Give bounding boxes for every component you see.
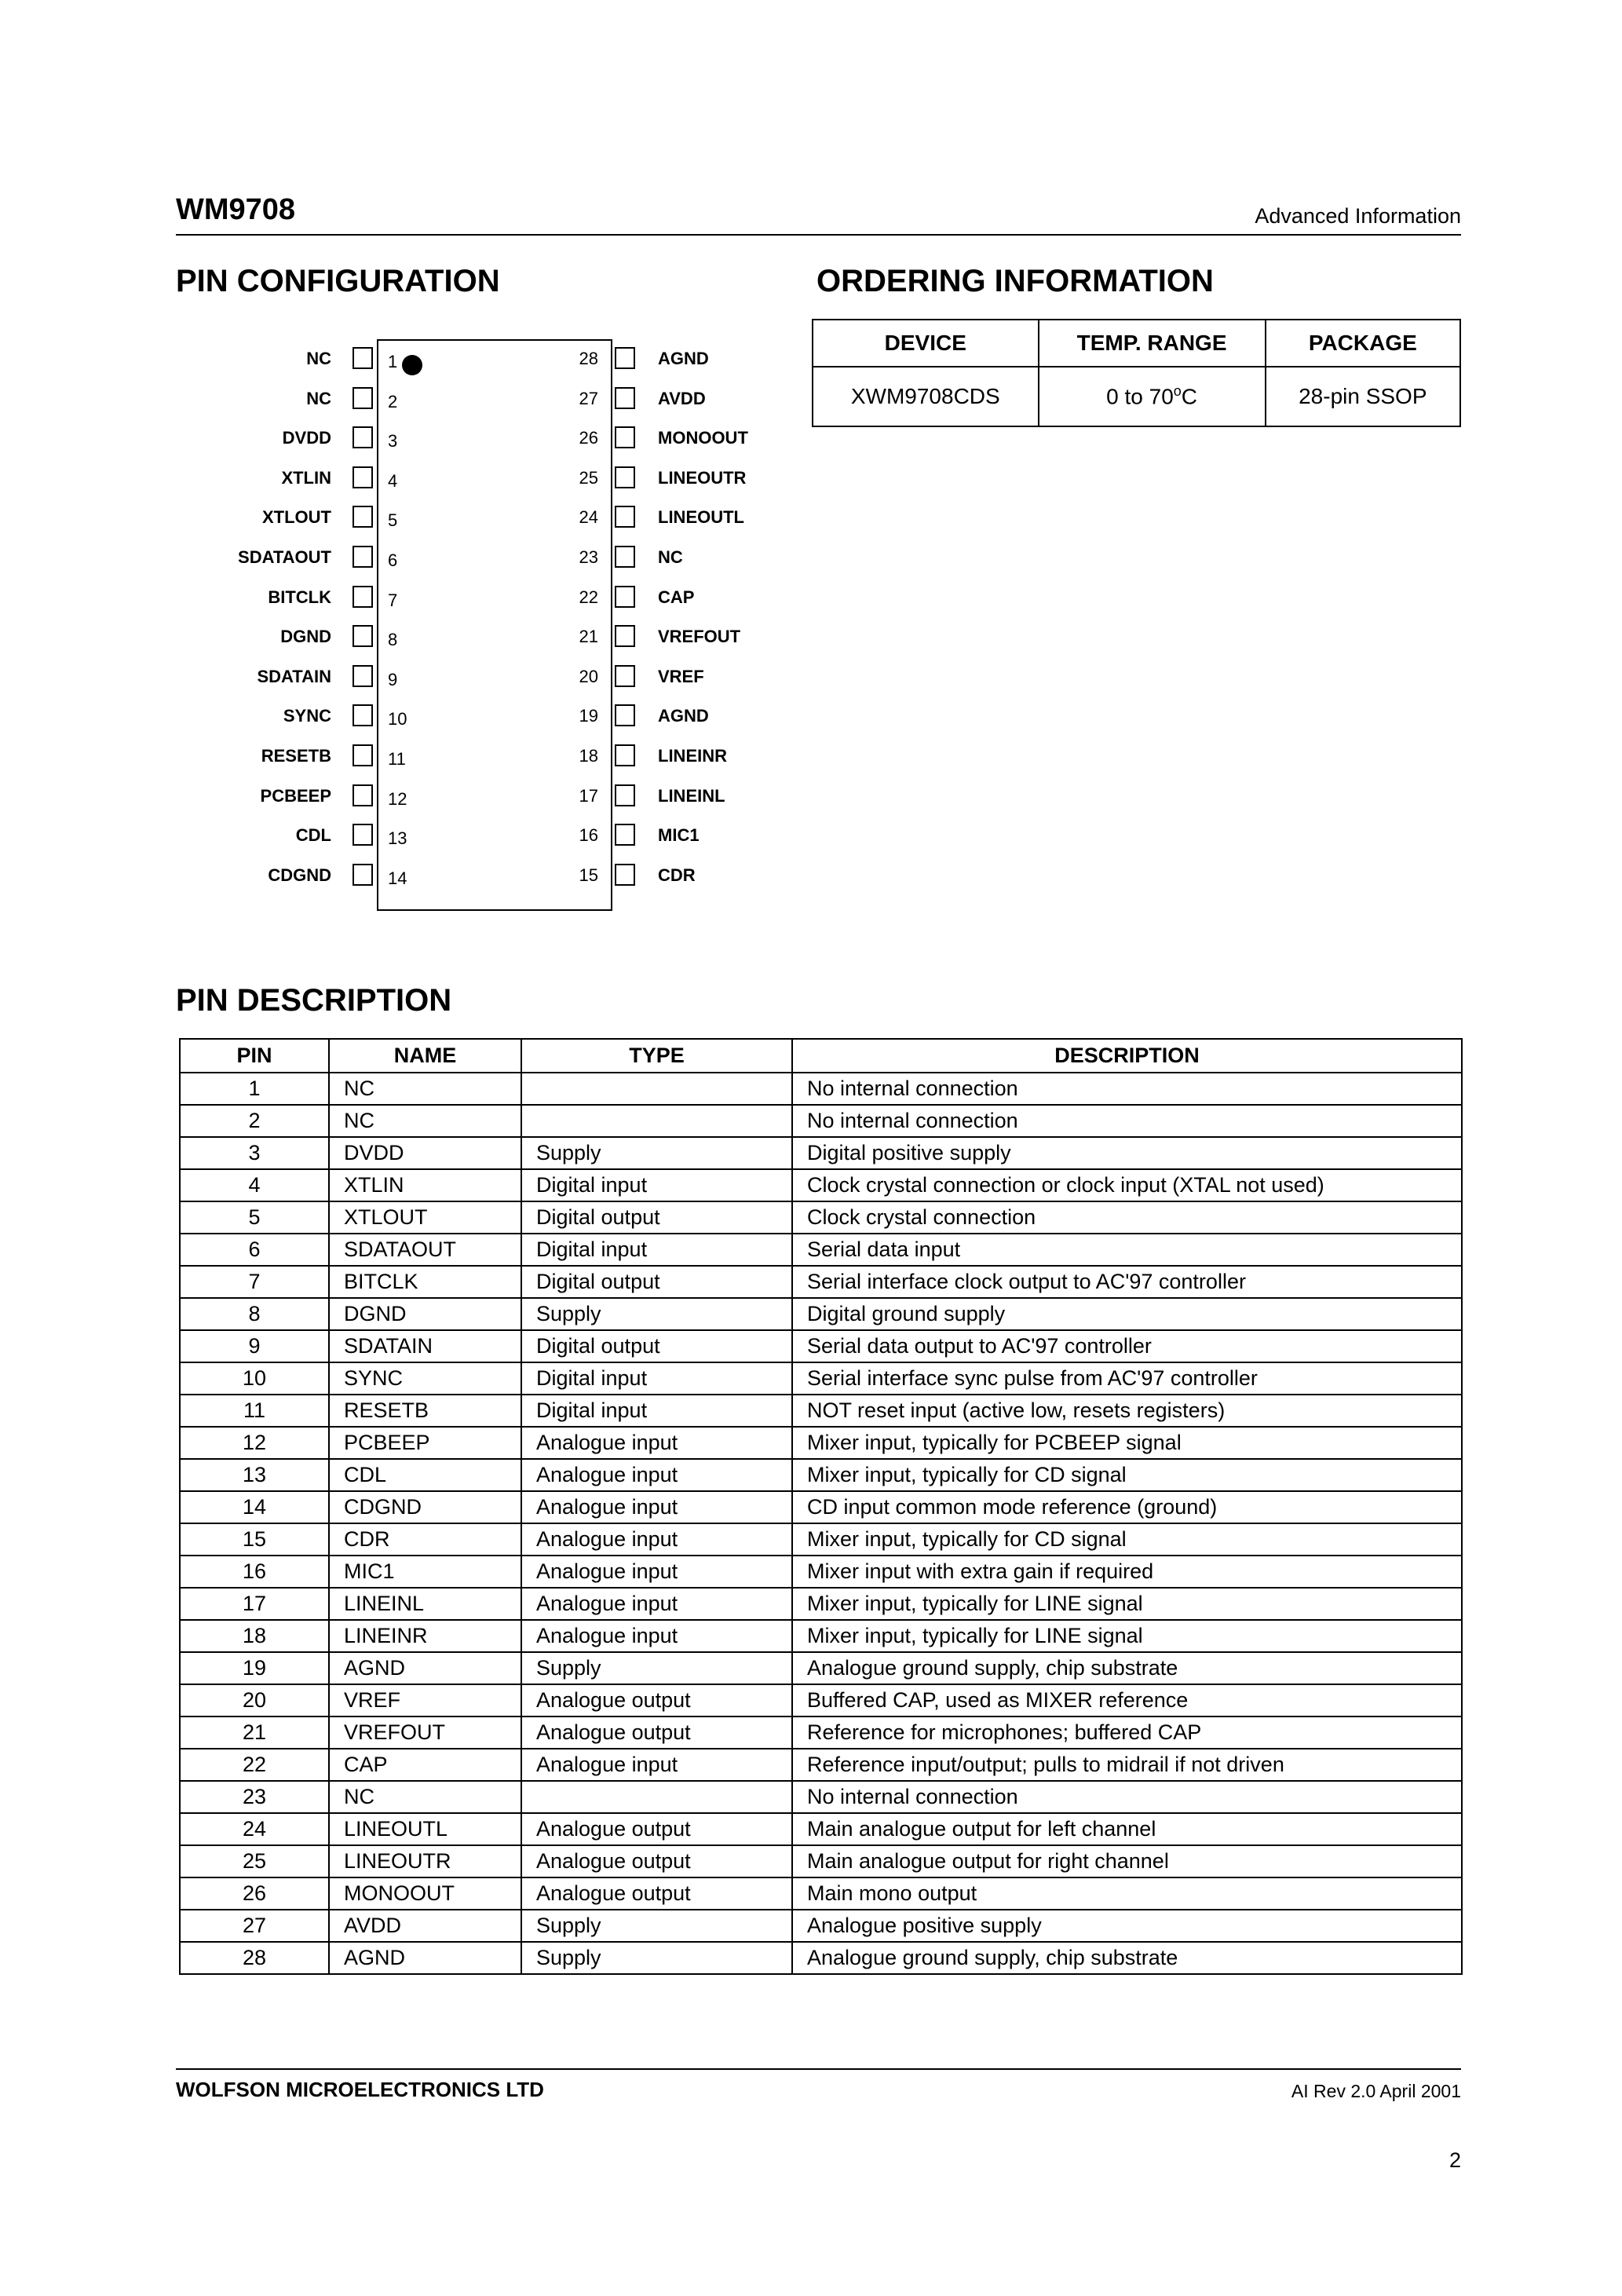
ordering-device: XWM9708CDS	[813, 367, 1039, 426]
pin-type-cell: Analogue output	[521, 1877, 792, 1910]
pin-lead-right	[615, 744, 635, 766]
table-row	[180, 1298, 1462, 1330]
pin-description-cell: Main mono output	[792, 1877, 1462, 1910]
table-row	[180, 1169, 1462, 1201]
pin-name-cell: AGND	[329, 1652, 521, 1684]
pin-lead-right	[615, 824, 635, 846]
pin-label-left: CDL	[295, 825, 331, 846]
pin-description-cell: Mixer input, typically for CD signal	[792, 1523, 1462, 1556]
pin-type-cell: Digital input	[521, 1395, 792, 1427]
ordering-package: 28-pin SSOP	[1266, 367, 1460, 426]
pin-name-cell: LINEOUTL	[329, 1813, 521, 1845]
pin-lead-left	[353, 387, 373, 409]
pin-type-cell	[521, 1105, 792, 1137]
table-row	[180, 1073, 1462, 1105]
pin-lead-left	[353, 506, 373, 528]
pin-lead-left	[353, 824, 373, 846]
pin-number-right: 18	[579, 746, 598, 766]
pin-type-cell: Analogue output	[521, 1717, 792, 1749]
pin-description-cell: No internal connection	[792, 1073, 1462, 1105]
pin-lead-left	[353, 784, 373, 806]
pin-number-cell: 11	[180, 1395, 329, 1427]
pin-table-header-row	[180, 1039, 1462, 1073]
pin-type-cell: Analogue input	[521, 1459, 792, 1491]
header-divider	[176, 234, 1461, 236]
pin-label-left: SDATAIN	[257, 666, 331, 686]
pin-description-cell: Digital ground supply	[792, 1298, 1462, 1330]
table-row	[180, 1556, 1462, 1588]
ordering-temp-range	[1039, 367, 1266, 426]
pin-number-cell: 7	[180, 1266, 329, 1298]
pin-type-cell: Analogue output	[521, 1813, 792, 1845]
table-row	[180, 1427, 1462, 1459]
pin-lead-right	[615, 586, 635, 608]
pin-description-cell: Serial interface sync pulse from AC'97 controller	[792, 1362, 1462, 1395]
pin-lead-left	[353, 744, 373, 766]
pin-number-cell: 23	[180, 1781, 329, 1813]
pin-lead-right	[615, 665, 635, 687]
pin-description-table	[179, 1038, 1463, 1975]
table-row	[180, 1491, 1462, 1523]
pin-type-cell: Supply	[521, 1137, 792, 1169]
pin-number-cell: 19	[180, 1652, 329, 1684]
pin-number-left: 9	[388, 669, 398, 689]
pin-lead-right	[615, 704, 635, 726]
pin-name-cell: AGND	[329, 1942, 521, 1974]
pin-description-cell: Analogue positive supply	[792, 1910, 1462, 1942]
pin-label-left: BITCLK	[268, 587, 331, 607]
pin-name-cell: PCBEEP	[329, 1427, 521, 1459]
pin-number-right: 15	[579, 865, 598, 885]
pin-configuration-heading: PIN CONFIGURATION	[176, 264, 500, 298]
pin-number-left: 4	[388, 470, 398, 491]
pin-number-left: 13	[388, 828, 407, 849]
pin-name-cell: MIC1	[329, 1556, 521, 1588]
pin-name-cell: AVDD	[329, 1910, 521, 1942]
pin-lead-left	[353, 586, 373, 608]
pin-name-cell: SDATAOUT	[329, 1234, 521, 1266]
page-number: 2	[1448, 2148, 1461, 2172]
pin-number-cell: 12	[180, 1427, 329, 1459]
pin-table-header-type: TYPE	[521, 1039, 792, 1073]
pin-label-left: RESETB	[261, 746, 331, 766]
pin-type-cell: Analogue input	[521, 1523, 792, 1556]
pin-number-cell: 21	[180, 1717, 329, 1749]
pin-name-cell: MONOOUT	[329, 1877, 521, 1910]
pin-type-cell: Digital output	[521, 1330, 792, 1362]
pin-label-right: LINEOUTR	[658, 467, 747, 488]
table-row	[180, 1588, 1462, 1620]
pin-name-cell: CDGND	[329, 1491, 521, 1523]
ordering-header-row	[813, 320, 1460, 367]
pin-description-cell: Reference input/output; pulls to midrail if not driven	[792, 1749, 1462, 1781]
pin-number-cell: 1	[180, 1073, 329, 1105]
pin-lead-left	[353, 347, 373, 369]
pin-number-right: 23	[579, 547, 598, 567]
temp-range-value: 0 to 70	[1106, 384, 1174, 409]
pin-description-cell: No internal connection	[792, 1105, 1462, 1137]
pin-name-cell: CAP	[329, 1749, 521, 1781]
pin-number-cell: 15	[180, 1523, 329, 1556]
pin-description-cell: Mixer input, typically for LINE signal	[792, 1588, 1462, 1620]
table-row	[180, 1781, 1462, 1813]
table-row	[180, 1684, 1462, 1717]
pin-number-right: 22	[579, 587, 598, 607]
pin-type-cell: Digital input	[521, 1362, 792, 1395]
pin-label-left: NC	[306, 388, 331, 408]
pin-label-right: CDR	[658, 865, 696, 885]
pin1-marker-icon	[402, 355, 422, 375]
table-row	[180, 1330, 1462, 1362]
pin-name-cell: BITCLK	[329, 1266, 521, 1298]
pin-name-cell: SYNC	[329, 1362, 521, 1395]
pin-name-cell: XTLIN	[329, 1169, 521, 1201]
pin-number-left: 10	[388, 709, 407, 729]
pin-description-cell: Main analogue output for left channel	[792, 1813, 1462, 1845]
pin-number-right: 25	[579, 467, 598, 488]
revision-info: AI Rev 2.0 April 2001	[1291, 2081, 1461, 2101]
pin-number-right: 28	[579, 349, 598, 368]
footer-divider	[176, 2068, 1461, 2070]
pin-number-right: 26	[579, 428, 598, 448]
pin-type-cell: Analogue output	[521, 1845, 792, 1877]
pin-number-cell: 3	[180, 1137, 329, 1169]
pin-label-right: MIC1	[658, 825, 700, 846]
pin-label-right: MONOOUT	[658, 428, 748, 448]
pin-lead-right	[615, 864, 635, 886]
pin-lead-left	[353, 704, 373, 726]
pin-name-cell: DGND	[329, 1298, 521, 1330]
temp-range-unit: C	[1181, 384, 1198, 409]
pin-description-cell: Mixer input, typically for PCBEEP signal	[792, 1427, 1462, 1459]
pin-label-left: PCBEEP	[260, 785, 331, 806]
pin-label-right: LINEINL	[658, 785, 725, 806]
pin-description-cell: Serial data output to AC'97 controller	[792, 1330, 1462, 1362]
pin-description-cell: Mixer input, typically for LINE signal	[792, 1620, 1462, 1652]
pin-number-cell: 10	[180, 1362, 329, 1395]
pin-label-right: NC	[658, 547, 683, 567]
pin-lead-left	[353, 426, 373, 448]
pin-lead-right	[615, 466, 635, 488]
pin-description-heading: PIN DESCRIPTION	[176, 983, 452, 1018]
table-row	[180, 1362, 1462, 1395]
pin-type-cell: Analogue input	[521, 1620, 792, 1652]
pin-type-cell: Analogue input	[521, 1749, 792, 1781]
pin-name-cell: NC	[329, 1073, 521, 1105]
pin-number-right: 21	[579, 627, 598, 647]
ordering-header-package: PACKAGE	[1266, 320, 1460, 367]
pin-number-left: 6	[388, 550, 398, 570]
pin-number-left: 2	[388, 391, 398, 411]
pin-description-cell: Clock crystal connection	[792, 1201, 1462, 1234]
pin-description-cell: Serial data input	[792, 1234, 1462, 1266]
pin-description-cell: Serial interface clock output to AC'97 controller	[792, 1266, 1462, 1298]
pin-label-left: CDGND	[268, 865, 331, 885]
pin-label-right: VREF	[658, 666, 704, 686]
pin-table-header-description: DESCRIPTION	[792, 1039, 1462, 1073]
pin-description-cell: Clock crystal connection or clock input (XTAL not used)	[792, 1169, 1462, 1201]
pin-number-right: 20	[579, 666, 598, 686]
pin-number-cell: 22	[180, 1749, 329, 1781]
pin-description-cell: Mixer input, typically for CD signal	[792, 1459, 1462, 1491]
document-title: WM9708	[176, 193, 296, 226]
pin-table-body	[180, 1073, 1462, 1974]
pin-name-cell: VREF	[329, 1684, 521, 1717]
pin-type-cell: Analogue input	[521, 1588, 792, 1620]
pin-name-cell: NC	[329, 1781, 521, 1813]
pin-lead-left	[353, 546, 373, 568]
pin-number-cell: 20	[180, 1684, 329, 1717]
pin-number-cell: 25	[180, 1845, 329, 1877]
pin-number-cell: 6	[180, 1234, 329, 1266]
pin-number-right: 27	[579, 388, 598, 408]
pin-type-cell: Supply	[521, 1298, 792, 1330]
table-row	[180, 1523, 1462, 1556]
pin-name-cell: VREFOUT	[329, 1717, 521, 1749]
pin-number-right: 16	[579, 825, 598, 846]
pin-number-cell: 2	[180, 1105, 329, 1137]
table-row	[180, 1266, 1462, 1298]
pin-name-cell: DVDD	[329, 1137, 521, 1169]
pin-name-cell: NC	[329, 1105, 521, 1137]
pin-label-left: DVDD	[282, 428, 331, 448]
pin-type-cell: Supply	[521, 1942, 792, 1974]
ordering-header-device: DEVICE	[813, 320, 1039, 367]
table-row	[180, 1942, 1462, 1974]
pin-type-cell: Digital input	[521, 1169, 792, 1201]
pin-label-right: AGND	[658, 349, 709, 368]
pin-name-cell: LINEINR	[329, 1620, 521, 1652]
pin-lead-right	[615, 625, 635, 647]
pin-number-cell: 17	[180, 1588, 329, 1620]
table-row	[180, 1845, 1462, 1877]
pin-table-header-pin: PIN	[180, 1039, 329, 1073]
pin-number-right: 17	[579, 785, 598, 806]
pin-lead-left	[353, 665, 373, 687]
table-row	[180, 1395, 1462, 1427]
table-row	[180, 1877, 1462, 1910]
table-row	[180, 1652, 1462, 1684]
ordering-header-temp: TEMP. RANGE	[1039, 320, 1266, 367]
pin-description-cell: Main analogue output for right channel	[792, 1845, 1462, 1877]
pin-number-right: 19	[579, 706, 598, 726]
table-row	[180, 1813, 1462, 1845]
pin-table-header-name: NAME	[329, 1039, 521, 1073]
pin-type-cell: Supply	[521, 1652, 792, 1684]
pin-lead-left	[353, 864, 373, 886]
table-row	[180, 1459, 1462, 1491]
ordering-table	[812, 319, 1461, 427]
ordering-information-heading: ORDERING INFORMATION	[816, 264, 1214, 298]
pin-number-left: 3	[388, 431, 398, 452]
pin-name-cell: LINEINL	[329, 1588, 521, 1620]
pin-lead-right	[615, 426, 635, 448]
pin-label-right: CAP	[658, 587, 695, 607]
pin-lead-right	[615, 506, 635, 528]
table-row	[180, 1105, 1462, 1137]
pin-label-right: VREFOUT	[658, 627, 741, 647]
ordering-row	[813, 367, 1460, 426]
pin-description-cell: Analogue ground supply, chip substrate	[792, 1652, 1462, 1684]
pin-name-cell: LINEOUTR	[329, 1845, 521, 1877]
pin-label-right: LINEOUTL	[658, 507, 744, 528]
pin-number-cell: 26	[180, 1877, 329, 1910]
pin-description-cell: Buffered CAP, used as MIXER reference	[792, 1684, 1462, 1717]
pin-lead-left	[353, 466, 373, 488]
pin-name-cell: XTLOUT	[329, 1201, 521, 1234]
pin-number-left: 11	[388, 749, 406, 769]
pin-type-cell: Analogue input	[521, 1491, 792, 1523]
pin-lead-left	[353, 625, 373, 647]
pin-number-cell: 24	[180, 1813, 329, 1845]
pin-description-cell: Digital positive supply	[792, 1137, 1462, 1169]
pin-description-cell: NOT reset input (active low, resets registers)	[792, 1395, 1462, 1427]
pin-label-left: XTLIN	[281, 467, 331, 488]
table-row	[180, 1749, 1462, 1781]
pin-number-cell: 9	[180, 1330, 329, 1362]
pin-number-cell: 27	[180, 1910, 329, 1942]
pin-description-cell: Reference for microphones; buffered CAP	[792, 1717, 1462, 1749]
table-row	[180, 1234, 1462, 1266]
pin-number-cell: 4	[180, 1169, 329, 1201]
pin-number-cell: 5	[180, 1201, 329, 1234]
pin-label-right: LINEINR	[658, 746, 727, 766]
degree-sign: o	[1173, 383, 1182, 400]
table-row	[180, 1910, 1462, 1942]
pin-number-cell: 8	[180, 1298, 329, 1330]
table-row	[180, 1201, 1462, 1234]
pin-number-cell: 16	[180, 1556, 329, 1588]
company-name: WOLFSON MICROELECTRONICS LTD	[176, 2078, 544, 2101]
pin-name-cell: RESETB	[329, 1395, 521, 1427]
pin-number-cell: 18	[180, 1620, 329, 1652]
pin-number-left: 5	[388, 510, 398, 531]
pin-type-cell: Digital output	[521, 1266, 792, 1298]
pin-type-cell: Supply	[521, 1910, 792, 1942]
pin-label-left: SYNC	[283, 706, 331, 726]
pin-type-cell: Analogue input	[521, 1556, 792, 1588]
pin-lead-right	[615, 784, 635, 806]
pin-number-cell: 14	[180, 1491, 329, 1523]
pin-number-right: 24	[579, 507, 598, 528]
pin-type-cell: Digital input	[521, 1234, 792, 1266]
pin-name-cell: CDR	[329, 1523, 521, 1556]
table-row	[180, 1620, 1462, 1652]
pin-name-cell: SDATAIN	[329, 1330, 521, 1362]
pin-label-left: SDATAOUT	[238, 547, 331, 567]
pin-number-cell: 28	[180, 1942, 329, 1974]
pin-label-right: AGND	[658, 706, 709, 726]
pin-type-cell: Digital output	[521, 1201, 792, 1234]
table-row	[180, 1717, 1462, 1749]
pin-label-left: DGND	[280, 627, 331, 647]
pin-lead-right	[615, 387, 635, 409]
pin-number-left: 8	[388, 630, 398, 650]
pin-lead-right	[615, 546, 635, 568]
pin-description-cell: CD input common mode reference (ground)	[792, 1491, 1462, 1523]
pin-number-cell: 13	[180, 1459, 329, 1491]
pin-name-cell: CDL	[329, 1459, 521, 1491]
pin-description-cell: Analogue ground supply, chip substrate	[792, 1942, 1462, 1974]
pin-description-cell: No internal connection	[792, 1781, 1462, 1813]
pin-label-right: AVDD	[658, 388, 706, 408]
pin-lead-right	[615, 347, 635, 369]
pin-number-left: 12	[388, 788, 407, 809]
pin-type-cell: Analogue output	[521, 1684, 792, 1717]
document-status: Advanced Information	[1255, 204, 1461, 228]
pin-type-cell: Analogue input	[521, 1427, 792, 1459]
pin-type-cell	[521, 1781, 792, 1813]
pin-number-left: 14	[388, 868, 407, 888]
pin-type-cell	[521, 1073, 792, 1105]
pin-number-left: 7	[388, 590, 398, 610]
pin-number-left: 1	[388, 352, 398, 371]
pin-label-left: XTLOUT	[262, 507, 331, 528]
table-row	[180, 1137, 1462, 1169]
pin-label-left: NC	[306, 349, 331, 368]
pin-description-cell: Mixer input with extra gain if required	[792, 1556, 1462, 1588]
